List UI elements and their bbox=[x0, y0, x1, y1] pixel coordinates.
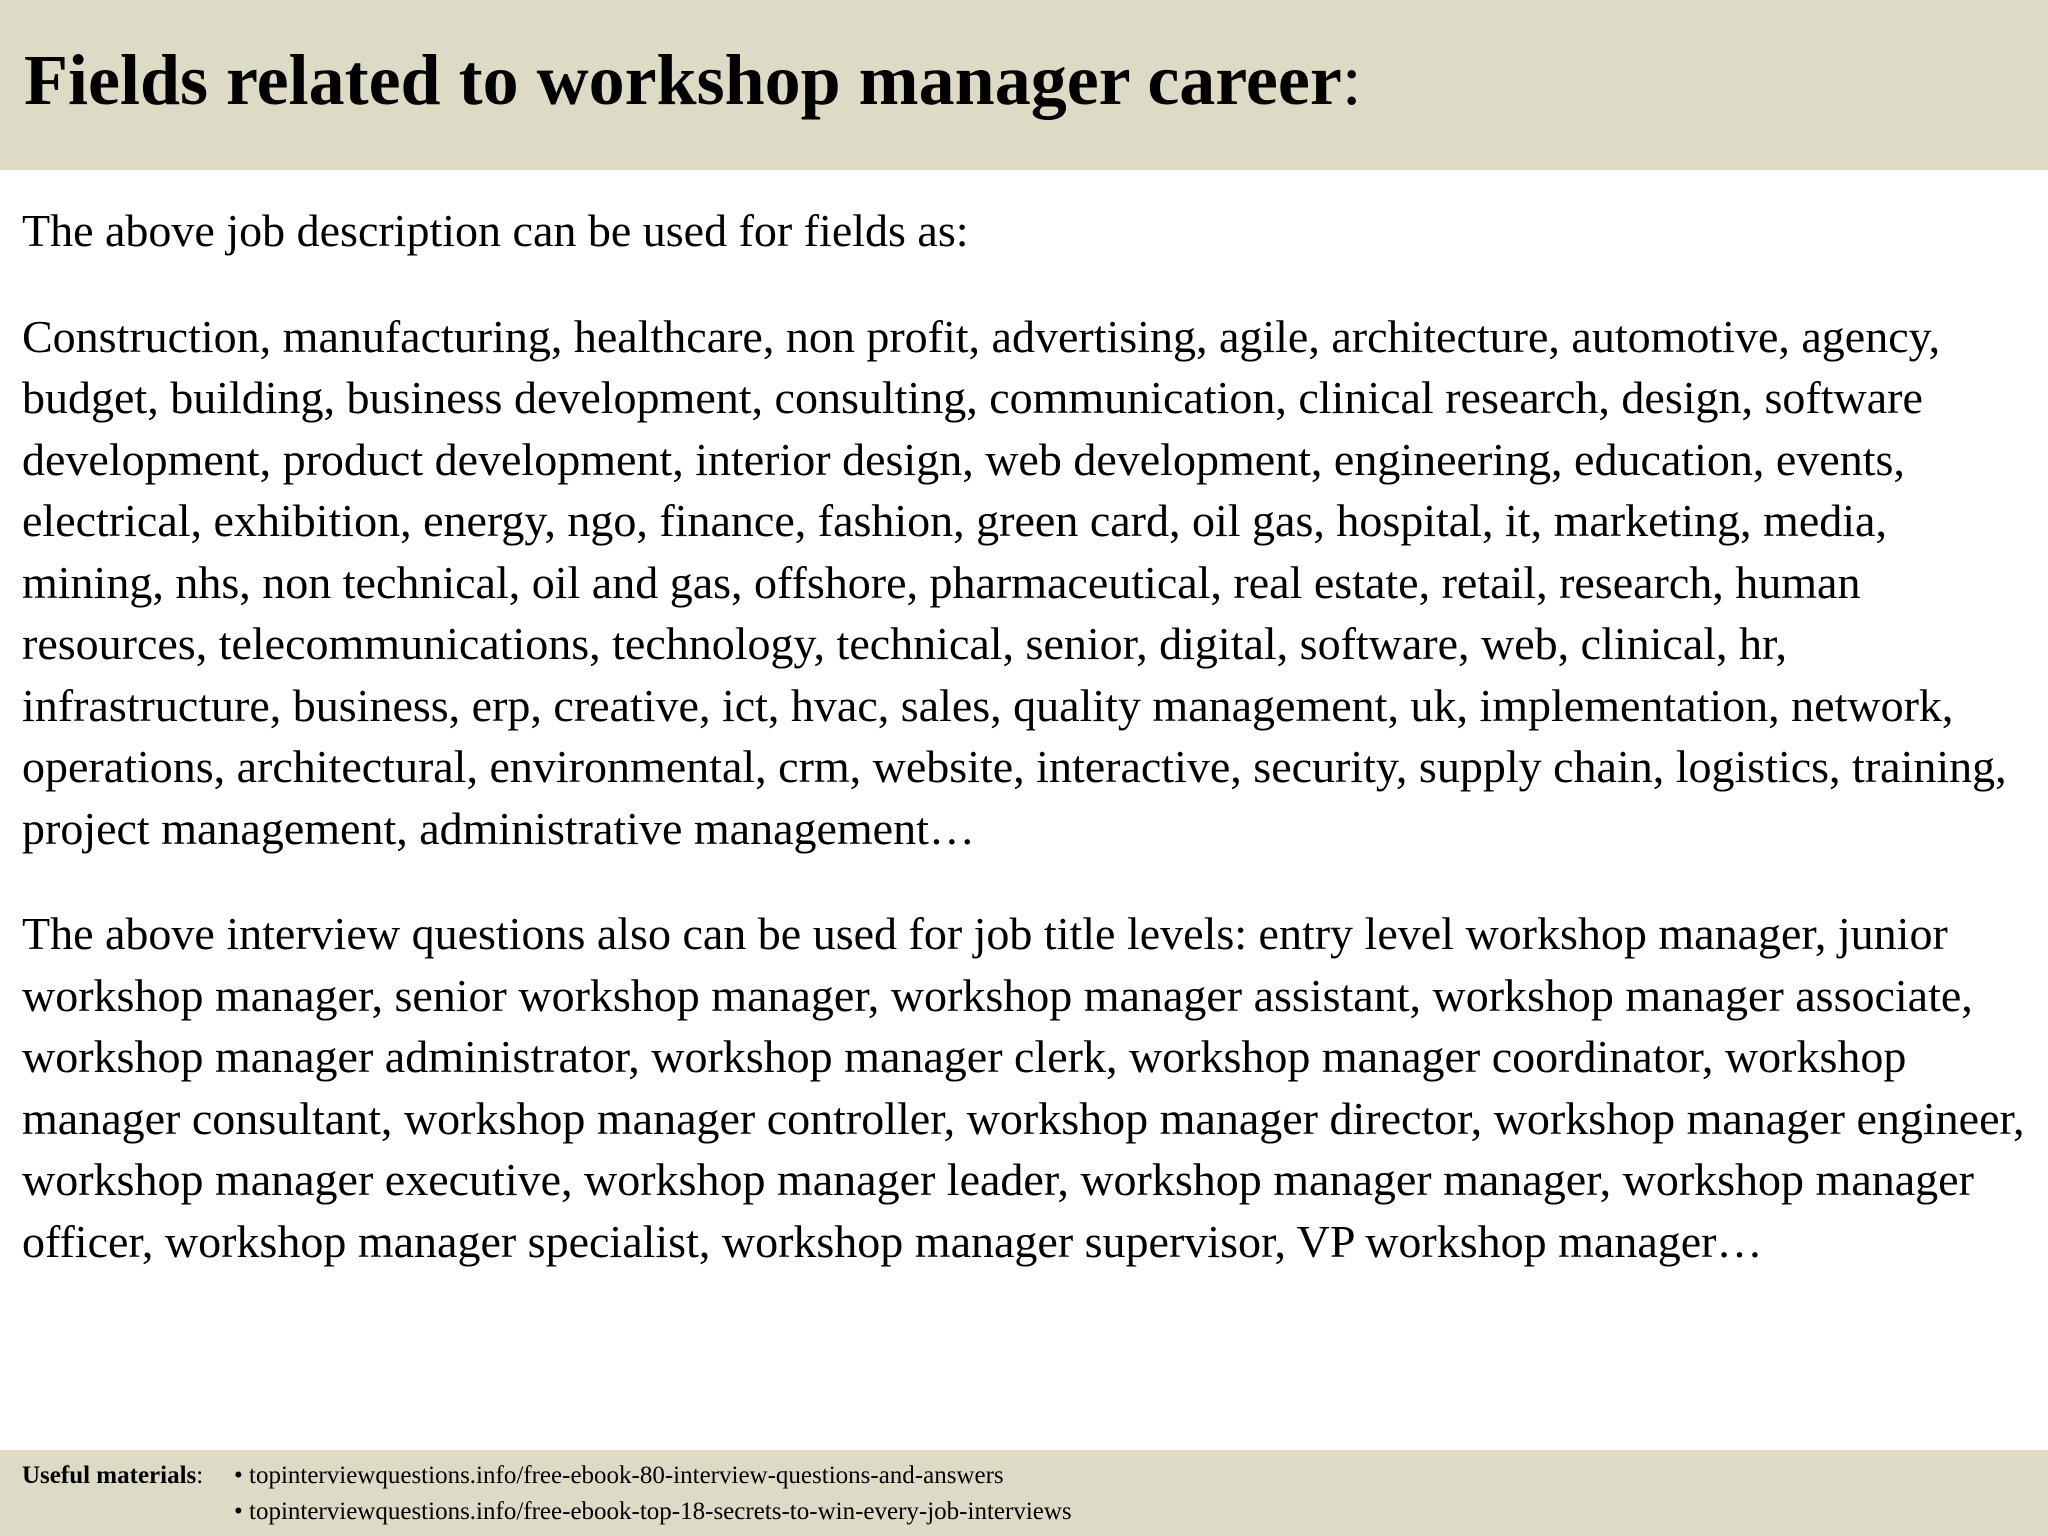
footer-link-ebook-secrets[interactable]: • topinterviewquestions.info/free-ebook-top-18-secrets-to-win-every-job-interviews bbox=[234, 1498, 1072, 1525]
footer-links bbox=[234, 1458, 1072, 1530]
useful-materials-label: Useful materials bbox=[22, 1462, 197, 1489]
useful-materials-sep: : bbox=[196, 1462, 204, 1489]
footer-label bbox=[22, 1458, 203, 1494]
job-levels-paragraph: The above interview questions also can be used for job title levels: entry level workshop manager, junior workshop manager, senior workshop manager, workshop manager assistant, workshop manager associate, workshop manager administrator, workshop manager clerk, workshop manager coordinator, workshop manager consultant, workshop manager controller, workshop manager director, workshop manager engineer, workshop manager executive, workshop manager leader, workshop manager manager, workshop manager officer, workshop manager specialist, workshop manager supervisor, VP workshop manager… bbox=[22, 908, 2025, 1267]
slide-title-text: Fields related to workshop manager career bbox=[24, 40, 1342, 120]
slide-title bbox=[24, 40, 1362, 120]
fields-paragraph: Construction, manufacturing, healthcare, non profit, advertising, agile, architecture, automotive, agency, budget, building, business development, consulting, communication, clinical research, design, software development, product development, interior design, web development, engineering, education, events, electrical, exhibition, energy, ngo, finance, fashion, green card, oil gas, hospital, it, marketing, media, mining, nhs, non technical, oil and gas, offshore, pharmaceutical, real estate, retail, research, human resources, telecommunications, technology, technical, senior, digital, software, web, clinical, hr, infrastructure, business, erp, creative, ict, hvac, sales, quality management, uk, implementation, network, operations, architectural, environmental, crm, website, interactive, security, supply chain, logistics, training, project management, administrative management… bbox=[22, 310, 2007, 854]
footer-link-ebook-80[interactable]: • topinterviewquestions.info/free-ebook-80-interview-questions-and-answers bbox=[234, 1462, 1004, 1489]
slide-body bbox=[22, 200, 2032, 1272]
slide-title-colon: : bbox=[1341, 40, 1362, 120]
intro-paragraph: The above job description can be used for fields as: bbox=[22, 205, 969, 256]
